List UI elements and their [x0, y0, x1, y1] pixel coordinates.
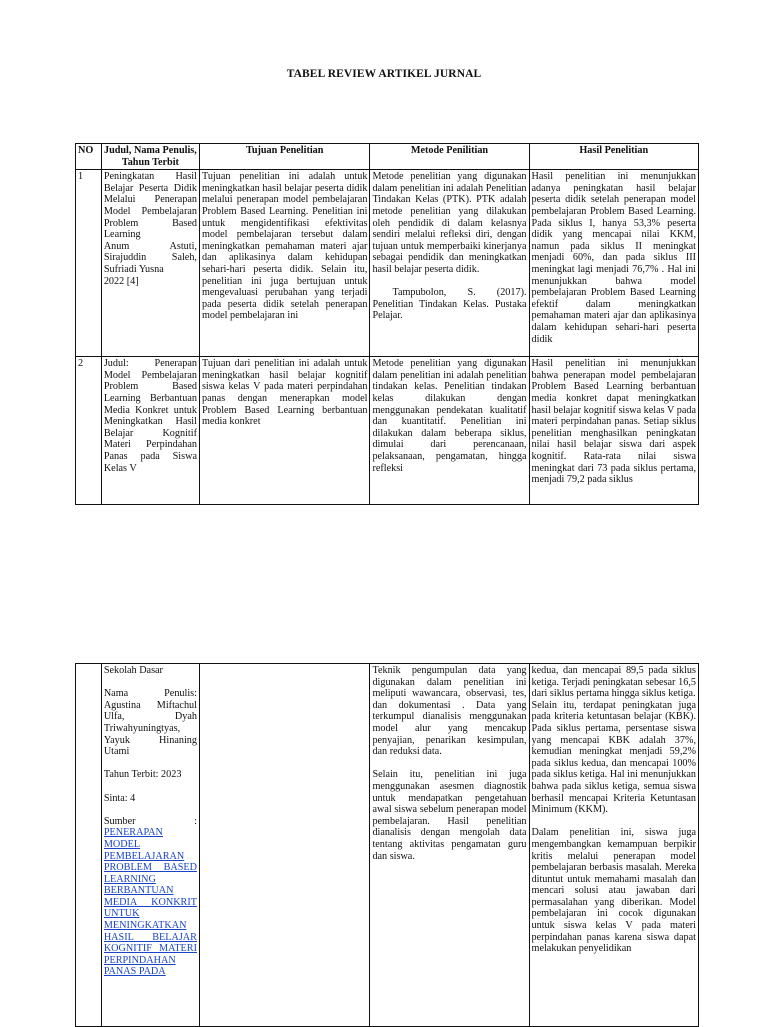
article-info-cell	[101, 170, 199, 357]
research-result-critical-thinking: Dalam penelitian ini, siswa juga mengembangkan kemampuan berpikir kritis melalui penerapan model pembelajaran berbasis masalah. Mereka dituntut untuk memahami masalah dan mencari solusi atau jawaban dari permasalahan yang diberikan. Model pembelajaran ini cocok digunakan untuk siswa kelas V pada materi perpindahan panas karena siswa dapat melakukan penyelidikan	[531, 827, 696, 955]
sinta-rank: Sinta: 4	[103, 792, 136, 804]
research-result-continued: kedua, dan mencapai 89,5 pada siklus ketiga. Terjadi peningkatan sebesar 16,5 dari siklus pertama hingga siklus ketiga.	[531, 665, 696, 700]
article-title: Peningkatan Hasil Belajar Peserta Didik Melalui Penerapan Model Pembelajaran Problem Based Learning	[103, 171, 197, 241]
header-hasil: Hasil Penelitian	[529, 144, 698, 170]
article-authors: Nama Penulis: Agustina Miftachul Ulfa, Dyah Triwahyuningtyas, Yayuk Hinaning Utami	[103, 688, 197, 758]
research-method: Metode penelitian yang digunakan dalam penelitian ini adalah penelitian tindakan kelas. Penelitian tindakan kelas dilakukan dengan menggunakan pendekatan kualitatif dan kuantitatif. Penelitian ini dilakukan dalam beberapa siklus, dimulai dari perencanaan, pelaksanaan, pengamatan, hingga refleksi	[370, 357, 529, 505]
research-purpose-empty	[199, 664, 369, 1027]
research-method-diagnostic: Selain itu, penelitian ini juga menggunakan asesmen diagnostik untuk mendapatkan pengetahuan awal siswa sebelum penerapan model pembelajaran. Hasil penelitian dianalisis dengan mengolah data tentang aktivitas pengamatan guru dan siswa.	[372, 769, 527, 862]
method-reference: Tampubolon, S. (2017). Penelitian Tindakan Kelas. Pustaka Pelajar.	[372, 287, 527, 322]
research-method-cell	[370, 170, 529, 357]
research-result: Hasil penelitian ini menunjukkan bahwa penerapan model pembelajaran Problem Based Learning berbantuan media konkret dapat meningkatkan hasil belajar kognitif siswa kelas V pada materi perpindahan panas. Setiap siklus penelitian menghasilkan peningkatan nilai hasil belajar siswa dari aspek kognitif. Rata-rata nilai siswa meningkat dari 73 pada siklus pertama, menjadi 79,2 pada siklus	[529, 357, 698, 505]
research-purpose: Tujuan penelitian ini adalah untuk meningkatkan hasil belajar peserta didik melalui penerapan model pembelajaran Problem Based Learning. Penelitian ini untuk mengidentifikasi efektivitas model pembelajaran tersebut dalam meningkatkan pemahaman materi ajar dan aplikasinya dalam kehidupan sehari-hari peserta didik. Selain itu, penelitian ini juga bertujuan untuk mengevaluasi perubahan yang terjadi pada peserta didik setelah penerapan model pembelajaran ini	[199, 170, 369, 357]
table-row	[76, 170, 699, 357]
source-link[interactable]: PENERAPAN MODEL PEMBELAJARAN PROBLEM BASED LEARNING BERBANTUAN MEDIA KONKRIT UNTUK MENINGKATKAN HASIL BELAJAR KOGNITIF MATERI PERPINDAHAN PANAS PADA	[103, 827, 197, 978]
research-result: Hasil penelitian ini menunjukkan adanya peningkatan hasil belajar peserta didik setelah penerapan model pembelajaran Problem Based Learning. Pada siklus I, hanya 53,3% peserta didik yang mencapai nilai KKM, namun pada siklus II meningkat menjadi 60%, dan pada siklus III meningkat lagi menjadi 76,7% . Hal ini menunjukkan bahwa model pembelajaran Problem Based Learning efektif dalam meningkatkan pemahaman materi ajar dan aplikasinya dalam kehidupan sehari-hari peserta didik	[529, 170, 698, 357]
research-result-kbk: Selain itu, terdapat peningkatan juga pada kriteria ketuntasan belajar (KBK). Pada siklus pertama, persentase siswa yang mencapai KBK adalah 37%, kemudian meningkat menjadi 59,2% pada siklus kedua, dan mencapai 100% pada siklus ketiga. Hal ini menunjukkan bahwa pada siklus ketiga, semua siswa berhasil mencapai Kriteria Ketuntasan Minimum (KKM).	[531, 699, 696, 816]
row-number: 1	[76, 170, 102, 357]
row-number-empty	[76, 664, 102, 1027]
header-tujuan: Tujuan Penelitian	[199, 144, 369, 170]
header-metode: Metode Penilitian	[370, 144, 529, 170]
research-method-data-collection: Teknik pengumpulan data yang digunakan dalam penelitian ini meliputi wawancara, observasi, tes, dan dokumentasi . Data yang terkumpul dianalisis menggunakan model alur yang mencakup penyajian, penarikan kesimpulan, dan reduksi data.	[372, 665, 527, 758]
table-row	[76, 357, 699, 505]
row-number: 2	[76, 357, 102, 505]
research-method-cell	[370, 664, 529, 1027]
article-year: 2022 [4]	[103, 275, 139, 287]
article-title-continued: Sekolah Dasar	[103, 665, 163, 676]
table-header-row	[76, 144, 699, 170]
research-method: Metode penelitian yang digunakan dalam penelitian ini adalah Penelitian Tindakan Kelas (PTK). PTK adalah metode penelitian yang dilakukan oleh pendidik di dalam kelasnya sendiri melalui refleksi diri, dengan tujuan untuk memperbaiki kinerjanya sebagai pendidik dan meningkatkan hasil belajar peserta didik.	[372, 171, 527, 275]
article-year: Tahun Terbit: 2023	[103, 769, 182, 781]
review-table-part-2	[75, 663, 699, 1027]
article-title: Judul: Penerapan Model Pembelajaran Problem Based Learning Berbantuan Media Konkret untuk Meningkatkan Hasil Belajar Kognitif Materi Perpindahan Panas pada Siswa Kelas V	[101, 357, 199, 505]
document-title: TABEL REVIEW ARTIKEL JURNAL	[286, 68, 482, 80]
table-row-continued	[76, 664, 699, 1027]
header-no: NO	[76, 144, 102, 170]
review-table-part-1	[75, 143, 699, 505]
header-judul: Judul, Nama Penulis, Tahun Terbit	[101, 144, 199, 170]
research-purpose: Tujuan dari penelitian ini adalah untuk meningkatkan hasil belajar kognitif siswa kelas V pada materi perpindahan panas dengan menerapkan model Problem Based Learning berbantuan media konkret	[199, 357, 369, 505]
source-label: Sumber :	[103, 815, 197, 827]
article-authors: Anum Astuti, Sirajuddin Saleh, Sufriadi Yusna	[103, 240, 197, 275]
research-result-cell	[529, 664, 698, 1027]
article-info-cell	[101, 664, 199, 1027]
